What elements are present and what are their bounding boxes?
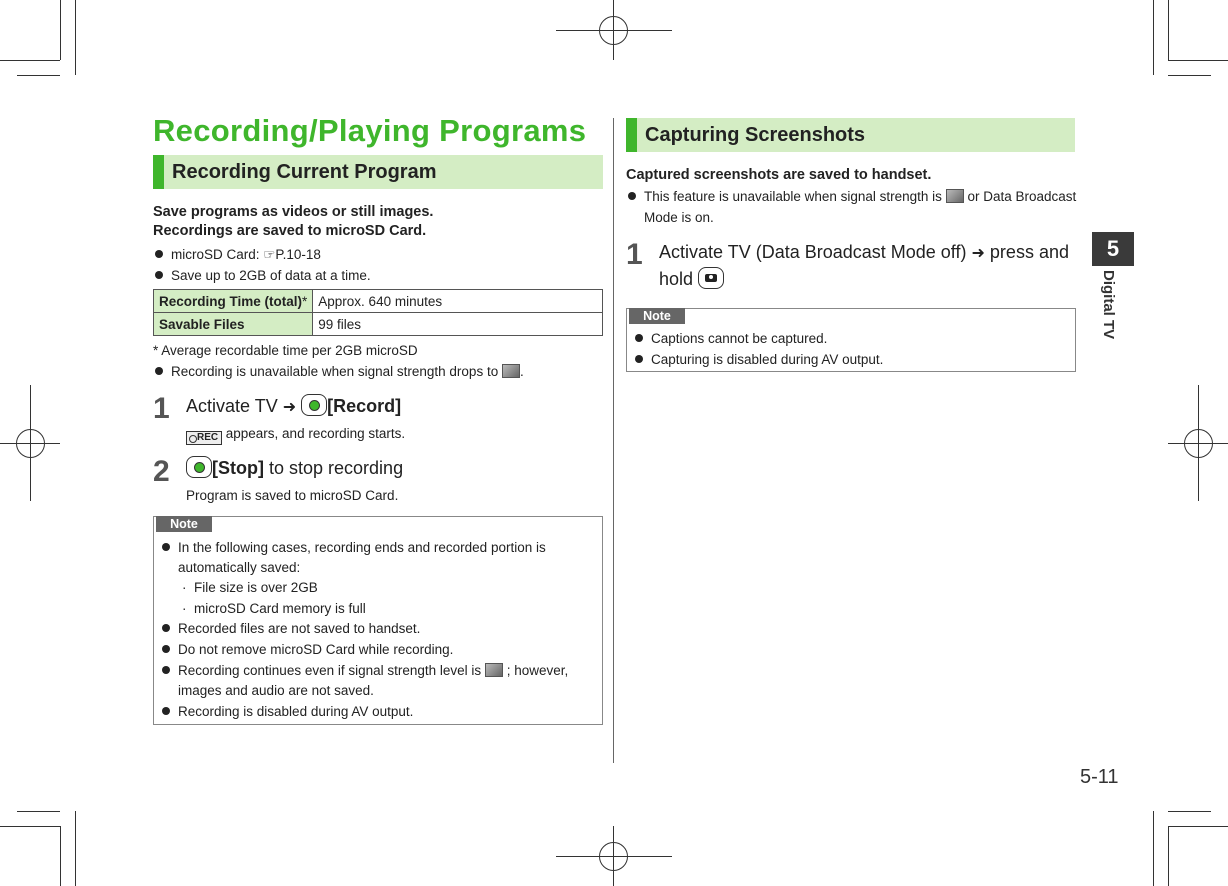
bullet-text: microSD Card: — [171, 247, 264, 262]
table-value: 99 files — [313, 313, 603, 336]
bullet-signal: Recording is unavailable when signal strength drops to . — [155, 362, 524, 381]
note-item-cont: images and audio are not saved. — [178, 683, 374, 698]
note-item: Recorded files are not saved to handset. — [162, 619, 420, 638]
note-subitem: · File size is over 2GB — [182, 580, 318, 595]
arrow-icon: ➜ — [282, 399, 297, 416]
weak-signal-icon — [485, 663, 503, 677]
bullet-unavailable: This feature is unavailable when signal strength is or Data Broadcast — [628, 187, 1076, 206]
table-key: Savable Files — [154, 313, 313, 336]
section-title-screenshots: Capturing Screenshots — [626, 118, 1075, 152]
column-divider — [613, 118, 614, 763]
note-subitem: · microSD Card memory is full — [182, 601, 366, 616]
capture-step-line-1: Activate TV (Data Broadcast Mode off) ➜ press and — [659, 242, 1069, 262]
table-value: Approx. 640 minutes — [313, 290, 603, 313]
arrow-icon: ➜ — [971, 245, 985, 262]
page-number: 5-11 — [1080, 766, 1119, 788]
bullet-dot — [155, 250, 163, 258]
chapter-tab[interactable]: 5 — [1092, 232, 1134, 266]
camera-key-icon[interactable] — [698, 267, 724, 289]
step-2-instruction: [Stop] to stop recording — [186, 455, 403, 481]
step-1-note: REC appears, and recording starts. — [186, 424, 405, 445]
bullet-text: Save up to 2GB of data at a time. — [171, 268, 371, 283]
weak-signal-icon — [946, 189, 964, 203]
page-ref-link[interactable]: P.10-18 — [275, 247, 321, 262]
note-item-cont: automatically saved: — [178, 560, 301, 575]
center-key-icon[interactable] — [186, 456, 212, 478]
note-item: Capturing is disabled during AV output. — [635, 350, 883, 369]
note-item: Recording continues even if signal strength level is ; however, — [162, 661, 568, 680]
note-item: Captions cannot be captured. — [635, 329, 827, 348]
note-label: Note — [629, 308, 685, 324]
bullet-dot — [155, 367, 163, 375]
spec-table — [153, 289, 603, 336]
bullet-microsd — [155, 245, 321, 264]
note-item: Recording is disabled during AV output. — [162, 702, 413, 721]
pointing-hand-icon: ☞ — [263, 247, 276, 262]
bullet-save-limit — [155, 266, 371, 285]
capture-step-line-2: hold — [659, 266, 724, 292]
weak-signal-icon — [502, 364, 520, 378]
step-number: 1 — [626, 238, 643, 271]
footnote: * Average recordable time per 2GB microSD — [153, 343, 418, 358]
bullet-unavailable-cont: Mode is on. — [644, 210, 714, 225]
section-title-recording: Recording Current Program — [153, 155, 603, 189]
step-number: 2 — [153, 455, 170, 488]
table-row — [154, 290, 603, 313]
center-key-icon[interactable] — [301, 394, 327, 416]
note-box-recording — [153, 516, 603, 725]
note-label: Note — [156, 516, 212, 532]
step-2-note: Program is saved to microSD Card. — [186, 488, 399, 503]
chapter-label: Digital TV — [1100, 270, 1117, 340]
bullet-dot — [155, 271, 163, 279]
page-title: Recording/Playing Programs — [153, 113, 587, 148]
note-item: In the following cases, recording ends and recorded portion is — [162, 538, 546, 557]
table-key: Recording Time (total)* — [154, 290, 313, 313]
stop-softkey-label: [Stop] — [212, 458, 264, 478]
note-box-screenshots — [626, 308, 1076, 372]
step-number: 1 — [153, 392, 170, 425]
note-item: Do not remove microSD Card while recording. — [162, 640, 453, 659]
step-1-instruction: Activate TV ➜ [Record] — [186, 396, 402, 416]
lead-line-1: Save programs as videos or still images. — [153, 204, 434, 220]
lead-line-2: Recordings are saved to microSD Card. — [153, 223, 427, 239]
table-row — [154, 313, 603, 336]
rec-indicator-icon: REC — [186, 431, 222, 445]
right-lead: Captured screenshots are saved to handset. — [626, 167, 932, 183]
record-softkey-label: [Record] — [327, 396, 402, 416]
